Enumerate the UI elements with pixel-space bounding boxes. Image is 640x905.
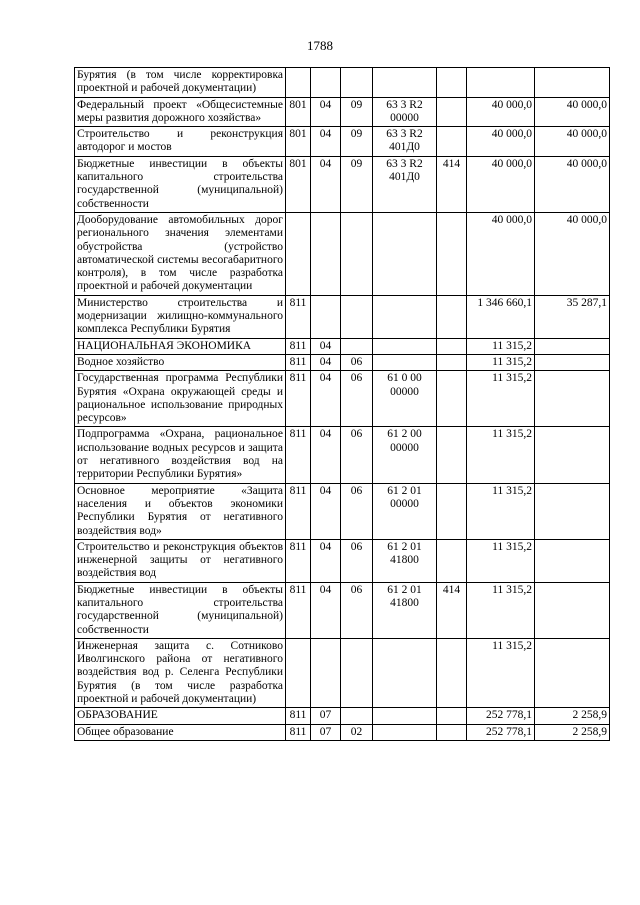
row-name: Бюджетные инвестиции в объекты капитального строительства государственной (муниципальной) собственности bbox=[75, 582, 286, 638]
subsection-code: 09 bbox=[341, 127, 373, 157]
target-article-code: 61 2 00 00000 bbox=[373, 427, 437, 483]
ministry-code: 811 bbox=[286, 295, 311, 338]
table-row bbox=[75, 539, 610, 582]
row-name: Государственная программа Республики Бурятия «Охрана окружающей среды и рациональное использование природных ресурсов» bbox=[75, 371, 286, 427]
target-article-code: 61 2 01 41800 bbox=[373, 582, 437, 638]
target-article-code: 63 3 R2 401Д0 bbox=[373, 156, 437, 212]
ministry-code bbox=[286, 638, 311, 707]
amount-year-2 bbox=[535, 371, 610, 427]
amount-year-2 bbox=[535, 483, 610, 539]
row-name: Министерство строительства и модернизации жилищно-коммунального комплекса Республики Бурятия bbox=[75, 295, 286, 338]
subsection-code bbox=[341, 212, 373, 295]
target-article-code bbox=[373, 68, 437, 98]
row-name: Дооборудование автомобильных дорог регионального значения элементами обустройства (устройство автоматической системы весогабаритного контроля), в том числе разработка проектной и рабочей документации bbox=[75, 212, 286, 295]
amount-year-1: 252 778,1 bbox=[467, 708, 535, 724]
ministry-code: 801 bbox=[286, 156, 311, 212]
expense-type-code bbox=[437, 371, 467, 427]
target-article-code: 61 0 00 00000 bbox=[373, 371, 437, 427]
section-code: 07 bbox=[311, 708, 341, 724]
row-name: Основное мероприятие «Защита населения и объектов экономики Республики Бурятия от негативного воздействия вод» bbox=[75, 483, 286, 539]
ministry-code bbox=[286, 212, 311, 295]
amount-year-2 bbox=[535, 539, 610, 582]
target-article-code bbox=[373, 638, 437, 707]
amount-year-2 bbox=[535, 638, 610, 707]
subsection-code: 06 bbox=[341, 483, 373, 539]
amount-year-2 bbox=[535, 427, 610, 483]
subsection-code: 06 bbox=[341, 371, 373, 427]
section-code bbox=[311, 295, 341, 338]
expense-type-code bbox=[437, 295, 467, 338]
section-code bbox=[311, 638, 341, 707]
table-row bbox=[75, 295, 610, 338]
row-name: НАЦИОНАЛЬНАЯ ЭКОНОМИКА bbox=[75, 338, 286, 354]
expense-type-code bbox=[437, 638, 467, 707]
row-name: Бурятия (в том числе корректировка проектной и рабочей документации) bbox=[75, 68, 286, 98]
target-article-code: 63 3 R2 401Д0 bbox=[373, 127, 437, 157]
expense-type-code bbox=[437, 427, 467, 483]
amount-year-2: 40 000,0 bbox=[535, 97, 610, 127]
target-article-code bbox=[373, 338, 437, 354]
table-row bbox=[75, 156, 610, 212]
ministry-code: 811 bbox=[286, 582, 311, 638]
ministry-code: 811 bbox=[286, 338, 311, 354]
table-row bbox=[75, 127, 610, 157]
row-name: Строительство и реконструкция объектов инженерной защиты от негативного воздействия вод bbox=[75, 539, 286, 582]
section-code: 04 bbox=[311, 354, 341, 370]
target-article-code bbox=[373, 212, 437, 295]
amount-year-1: 252 778,1 bbox=[467, 724, 535, 740]
subsection-code bbox=[341, 295, 373, 338]
amount-year-2: 40 000,0 bbox=[535, 212, 610, 295]
amount-year-1: 11 315,2 bbox=[467, 638, 535, 707]
table-row bbox=[75, 582, 610, 638]
amount-year-1: 11 315,2 bbox=[467, 371, 535, 427]
target-article-code bbox=[373, 708, 437, 724]
row-name: Общее образование bbox=[75, 724, 286, 740]
expense-type-code: 414 bbox=[437, 582, 467, 638]
amount-year-1: 40 000,0 bbox=[467, 212, 535, 295]
section-code: 04 bbox=[311, 97, 341, 127]
table-row bbox=[75, 708, 610, 724]
section-code: 04 bbox=[311, 427, 341, 483]
subsection-code: 06 bbox=[341, 582, 373, 638]
row-name: Федеральный проект «Общесистемные меры развития дорожного хозяйства» bbox=[75, 97, 286, 127]
amount-year-1: 1 346 660,1 bbox=[467, 295, 535, 338]
expense-type-code bbox=[437, 97, 467, 127]
target-article-code bbox=[373, 295, 437, 338]
section-code: 04 bbox=[311, 338, 341, 354]
expense-type-code bbox=[437, 724, 467, 740]
budget-table-body bbox=[75, 68, 610, 741]
expense-type-code bbox=[437, 483, 467, 539]
subsection-code bbox=[341, 708, 373, 724]
ministry-code: 811 bbox=[286, 483, 311, 539]
table-row bbox=[75, 97, 610, 127]
ministry-code: 811 bbox=[286, 371, 311, 427]
target-article-code: 61 2 01 00000 bbox=[373, 483, 437, 539]
expense-type-code bbox=[437, 354, 467, 370]
section-code bbox=[311, 68, 341, 98]
amount-year-1: 11 315,2 bbox=[467, 483, 535, 539]
amount-year-1: 11 315,2 bbox=[467, 427, 535, 483]
subsection-code bbox=[341, 68, 373, 98]
amount-year-1: 11 315,2 bbox=[467, 582, 535, 638]
subsection-code: 09 bbox=[341, 156, 373, 212]
page-number: 1788 bbox=[307, 38, 333, 53]
expense-type-code bbox=[437, 212, 467, 295]
row-name: Бюджетные инвестиции в объекты капитального строительства государственной (муниципальной) собственности bbox=[75, 156, 286, 212]
ministry-code: 801 bbox=[286, 127, 311, 157]
section-code: 04 bbox=[311, 582, 341, 638]
amount-year-2: 35 287,1 bbox=[535, 295, 610, 338]
row-name: Инженерная защита с. Сотниково Иволгинского района от негативного воздействия вод р. Селенга Республики Бурятия (в том числе разработка проектной и рабочей документации) bbox=[75, 638, 286, 707]
amount-year-2 bbox=[535, 582, 610, 638]
expense-type-code: 414 bbox=[437, 156, 467, 212]
amount-year-1: 11 315,2 bbox=[467, 539, 535, 582]
expense-type-code bbox=[437, 68, 467, 98]
table-row bbox=[75, 638, 610, 707]
amount-year-2 bbox=[535, 338, 610, 354]
amount-year-1 bbox=[467, 68, 535, 98]
subsection-code: 06 bbox=[341, 427, 373, 483]
subsection-code: 06 bbox=[341, 539, 373, 582]
ministry-code: 811 bbox=[286, 724, 311, 740]
row-name: Строительство и реконструкция автодорог и мостов bbox=[75, 127, 286, 157]
section-code: 04 bbox=[311, 483, 341, 539]
ministry-code bbox=[286, 68, 311, 98]
table-row bbox=[75, 68, 610, 98]
target-article-code bbox=[373, 724, 437, 740]
ministry-code: 811 bbox=[286, 354, 311, 370]
target-article-code bbox=[373, 354, 437, 370]
amount-year-1: 40 000,0 bbox=[467, 127, 535, 157]
table-row bbox=[75, 724, 610, 740]
amount-year-1: 40 000,0 bbox=[467, 97, 535, 127]
amount-year-1: 40 000,0 bbox=[467, 156, 535, 212]
section-code: 04 bbox=[311, 539, 341, 582]
amount-year-1: 11 315,2 bbox=[467, 338, 535, 354]
subsection-code bbox=[341, 338, 373, 354]
row-name: Подпрограмма «Охрана, рациональное использование водных ресурсов и защита от негативного воздействия вод на территории Республики Бурятия» bbox=[75, 427, 286, 483]
row-name: ОБРАЗОВАНИЕ bbox=[75, 708, 286, 724]
subsection-code bbox=[341, 638, 373, 707]
amount-year-2: 2 258,9 bbox=[535, 708, 610, 724]
ministry-code: 811 bbox=[286, 708, 311, 724]
table-row bbox=[75, 483, 610, 539]
subsection-code: 06 bbox=[341, 354, 373, 370]
section-code: 04 bbox=[311, 371, 341, 427]
amount-year-2: 40 000,0 bbox=[535, 156, 610, 212]
ministry-code: 811 bbox=[286, 539, 311, 582]
table-row bbox=[75, 354, 610, 370]
amount-year-1: 11 315,2 bbox=[467, 354, 535, 370]
table-row bbox=[75, 371, 610, 427]
table-row bbox=[75, 427, 610, 483]
section-code: 04 bbox=[311, 156, 341, 212]
amount-year-2 bbox=[535, 68, 610, 98]
section-code bbox=[311, 212, 341, 295]
expense-type-code bbox=[437, 338, 467, 354]
target-article-code: 63 3 R2 00000 bbox=[373, 97, 437, 127]
target-article-code: 61 2 01 41800 bbox=[373, 539, 437, 582]
subsection-code: 09 bbox=[341, 97, 373, 127]
expense-type-code bbox=[437, 708, 467, 724]
row-name: Водное хозяйство bbox=[75, 354, 286, 370]
ministry-code: 801 bbox=[286, 97, 311, 127]
table-row bbox=[75, 212, 610, 295]
amount-year-2: 40 000,0 bbox=[535, 127, 610, 157]
section-code: 07 bbox=[311, 724, 341, 740]
amount-year-2 bbox=[535, 354, 610, 370]
subsection-code: 02 bbox=[341, 724, 373, 740]
section-code: 04 bbox=[311, 127, 341, 157]
ministry-code: 811 bbox=[286, 427, 311, 483]
budget-table bbox=[74, 67, 610, 741]
table-row bbox=[75, 338, 610, 354]
amount-year-2: 2 258,9 bbox=[535, 724, 610, 740]
expense-type-code bbox=[437, 539, 467, 582]
expense-type-code bbox=[437, 127, 467, 157]
